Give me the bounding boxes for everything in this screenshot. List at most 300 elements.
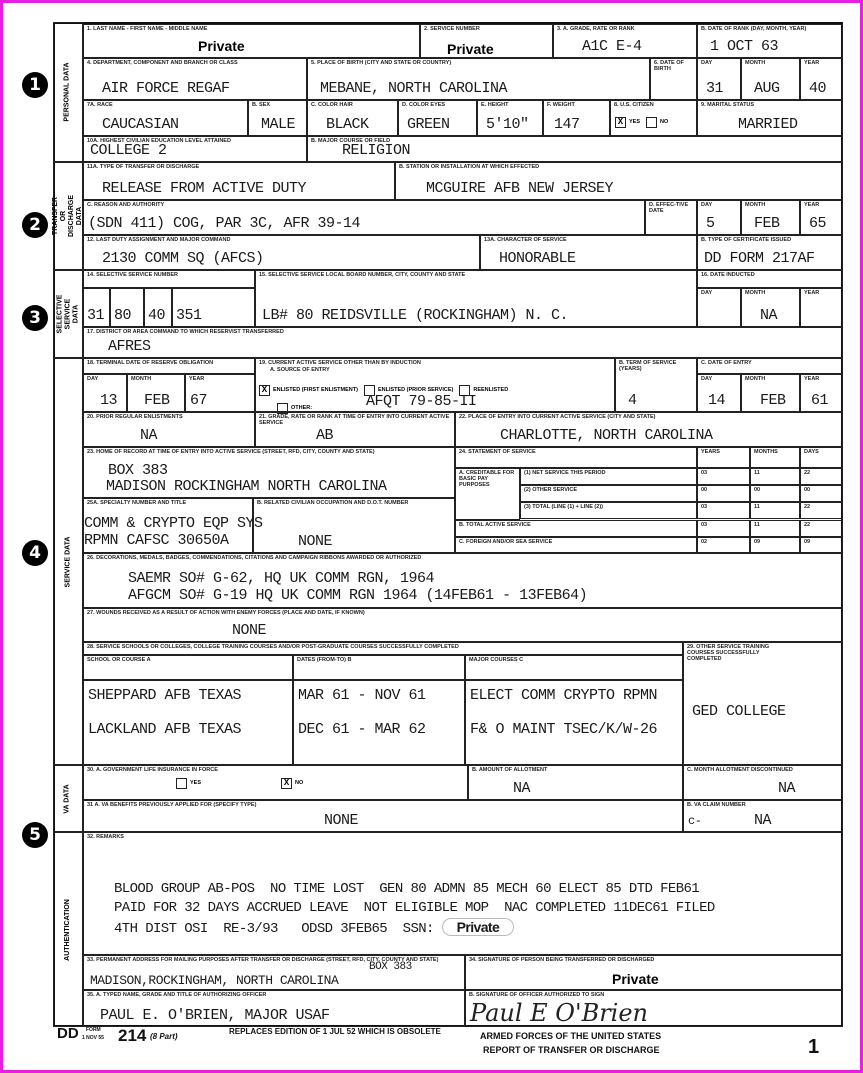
marker-1: 1 xyxy=(22,72,48,98)
hair-color-field-label: C. COLOR HAIR xyxy=(311,102,353,108)
creditable-group-field-label: A. CREDITABLE FOR BASIC PAY PURPOSES xyxy=(459,470,515,488)
option-label: OTHER: xyxy=(291,405,313,412)
last-duty-field-value: 2130 COMM SQ (AFCS) xyxy=(102,250,264,267)
weight-field xyxy=(543,100,610,136)
footer-title: REPORT OF TRANSFER OR DISCHARGE xyxy=(483,1045,660,1055)
statement-value-label: 22 xyxy=(804,504,811,510)
date-of-birth-field-label: 6. DATE OF BIRTH xyxy=(654,60,684,72)
department-field xyxy=(83,58,307,100)
prior-enlistments-field xyxy=(83,412,255,447)
remarks-field-label: 32. REMARKS xyxy=(87,834,124,840)
prior-enlistments-field-label: 20. PRIOR REGULAR ENLISTMENTS xyxy=(87,414,183,420)
footer-replaces: REPLACES EDITION OF 1 JUL 52 WHICH IS OBSOLETE xyxy=(229,1027,441,1036)
effective-date-year-label: YEAR xyxy=(804,202,820,208)
specialty-line1: COMM & CRYPTO EQP SYS xyxy=(84,515,263,532)
va-claim-field-label: B. VA CLAIM NUMBER xyxy=(687,802,746,808)
transfer-type-field xyxy=(83,162,395,200)
terminal-date-month-value: FEB xyxy=(144,392,170,409)
grade-field-value: A1C E-4 xyxy=(582,38,642,55)
service-number-field-label: 2. SERVICE NUMBER xyxy=(424,26,480,32)
wounds-field xyxy=(83,608,843,642)
grade-field xyxy=(553,24,697,58)
statement-value xyxy=(697,537,750,553)
effective-date-year xyxy=(800,200,843,235)
statement-value-label: 00 xyxy=(804,487,811,493)
statement-value xyxy=(750,468,800,485)
address-line1: BOX 383 xyxy=(369,961,412,973)
date-of-birth-day-value: 31 xyxy=(706,80,724,97)
insurance-yes-checkbox[interactable] xyxy=(176,778,187,789)
statement-of-service-header xyxy=(455,447,697,468)
statement-column-header-label: YEARS xyxy=(701,449,720,455)
section-va-data xyxy=(53,765,83,832)
statement-value xyxy=(697,468,750,485)
statement-row-label xyxy=(520,502,697,519)
date-of-birth-year-label: YEAR xyxy=(804,60,820,66)
statement-row-label-label: (2) OTHER SERVICE xyxy=(524,487,578,493)
redacted-name: Private xyxy=(198,38,245,54)
ss-number-part-value: 80 xyxy=(114,307,132,324)
remarks-line: PAID FOR 32 DAYS ACCRUED LEAVE NOT ELIGIBLE MOP NAC COMPLETED 11DEC61 FILED xyxy=(114,900,715,916)
statement-row-label-label: (3) TOTAL (LINE (1) + LINE (2)) xyxy=(524,504,603,510)
allotment-discontinued-field xyxy=(683,765,843,800)
officer-signature: Paul E O'Brien xyxy=(470,999,649,1027)
statement-column-header-label: MONTHS xyxy=(754,449,778,455)
va-claim-field xyxy=(683,800,843,832)
date-inducted-year xyxy=(800,288,843,327)
section-label: TRANSFER OR DISCHARGE DATA xyxy=(52,194,84,238)
date-of-birth-day-label: DAY xyxy=(701,60,713,66)
statement-value-label: 03 xyxy=(701,522,708,528)
source-of-entry-field-label: 19. CURRENT ACTIVE SERVICE OTHER THAN BY INDUCTION xyxy=(259,360,421,366)
effective-date-day xyxy=(697,200,741,235)
term-of-service-field-value: 4 xyxy=(628,392,637,409)
statement-value-label: 03 xyxy=(701,470,708,476)
major-field xyxy=(307,136,843,162)
school-entry: LACKLAND AFB TEXAS xyxy=(88,721,242,738)
date-inducted-field-label: 16. DATE INDUCTED xyxy=(701,272,755,278)
citizen-no-checkbox[interactable] xyxy=(646,117,657,128)
statement-value-label: 11 xyxy=(754,470,760,476)
certificate-type-field-label: B. TYPE OF CERTIFICATE ISSUED xyxy=(701,237,792,243)
decorations-line1: SAEMR SO# G-62, HQ UK COMM RGN, 1964 xyxy=(128,570,435,587)
service-schools-field-label: 28. SERVICE SCHOOLS OR COLLEGES, COLLEGE TRAINING COURSES AND/OR POST-GRADUATE COURSES SUCCESSFULLY COMPLETED xyxy=(87,644,459,650)
district-field-label: 17. DISTRICT OR AREA COMMAND TO WHICH RESERVIST TRANSFERRED xyxy=(87,329,284,335)
date-of-entry-month-value: FEB xyxy=(760,392,786,409)
terminal-date-month-label: MONTH xyxy=(131,376,152,382)
school-entry: DEC 61 - MAR 62 xyxy=(298,721,426,738)
school-entry: MAR 61 - NOV 61 xyxy=(298,687,426,704)
date-of-entry-day-value: 14 xyxy=(708,392,726,409)
reason-authority-field-value: (SDN 411) COG, PAR 3C, AFR 39-14 xyxy=(88,215,361,232)
ss-number-part-value: 351 xyxy=(176,307,202,324)
authorizing-officer-field-label: 35. A. TYPED NAME, GRADE AND TITLE OF AUTHORIZING OFFICER xyxy=(87,992,267,998)
section-label: SERVICE DATA xyxy=(64,536,72,587)
yes-label: YES xyxy=(190,780,202,787)
statement-value xyxy=(800,502,843,519)
section-label: PERSONAL DATA xyxy=(64,62,71,122)
schools-column-header-label: MAJOR COURSES C xyxy=(469,657,524,663)
wounds-field-value: NONE xyxy=(232,622,267,639)
allotment-amount-field xyxy=(468,765,683,800)
statement-value xyxy=(750,485,800,502)
statement-value-label: 02 xyxy=(701,539,708,545)
prior-enlistments-field-value: NA xyxy=(140,427,158,444)
height-field xyxy=(477,100,543,136)
last-name-field-label: 1. LAST NAME - FIRST NAME - MIDDLE NAME xyxy=(87,26,208,32)
character-of-service-field-label: 13A. CHARACTER OF SERVICE xyxy=(484,237,567,243)
terminal-date-day-label: DAY xyxy=(87,376,99,382)
ss-number-part xyxy=(110,288,144,327)
redacted-service-number: Private xyxy=(447,41,494,57)
statement-value xyxy=(800,520,843,537)
statement-row-label xyxy=(520,485,697,502)
grade-at-entry-field-value: AB xyxy=(316,427,334,444)
statement-value xyxy=(750,502,800,519)
date-inducted-month-value: NA xyxy=(760,307,778,324)
eye-color-field-label: D. COLOR EYES xyxy=(402,102,446,108)
other-training-field-label: 29. OTHER SERVICE TRAINING COURSES SUCCESSFULLY COMPLETED xyxy=(687,644,770,662)
date-inducted-day xyxy=(697,288,741,327)
schools-column xyxy=(293,680,465,765)
statement-row-label-label: (1) NET SERVICE THIS PERIOD xyxy=(524,470,606,476)
marital-status-field-value: MARRIED xyxy=(738,116,798,133)
character-of-service-field xyxy=(480,235,697,270)
date-of-birth-month-label: MONTH xyxy=(745,60,766,66)
date-of-entry-field-label: C. DATE OF ENTRY xyxy=(701,360,752,366)
race-field-label: 7A. RACE xyxy=(87,102,113,108)
footer-dd: DD xyxy=(57,1025,79,1042)
yes-label: YES xyxy=(629,119,641,126)
statement-value-label: 22 xyxy=(804,522,811,528)
transfer-type-field-label: 11A. TYPE OF TRANSFER OR DISCHARGE xyxy=(87,164,200,170)
footer-page: 1 xyxy=(808,1036,820,1058)
reason-authority-field xyxy=(83,200,645,235)
terminal-date-field-label: 18. TERMINAL DATE OF RESERVE OBLIGATION xyxy=(87,360,214,366)
insurance-no-checkbox[interactable]: X xyxy=(281,778,292,789)
date-of-rank-field-value: 1 OCT 63 xyxy=(710,38,779,55)
terminal-date-field xyxy=(83,358,255,374)
statement-value xyxy=(697,520,750,537)
term-of-service-field xyxy=(615,358,697,412)
statement-row-label-label: C. FOREIGN AND/OR SEA SERVICE xyxy=(459,539,553,545)
date-of-entry-field xyxy=(697,358,843,374)
date-of-entry-year xyxy=(800,374,843,412)
education-field-value: COLLEGE 2 xyxy=(90,142,167,159)
date-inducted-month xyxy=(741,288,800,327)
certificate-type-field xyxy=(697,235,843,270)
terminal-date-day xyxy=(83,374,127,412)
weight-field-label: F. WEIGHT xyxy=(547,102,575,108)
station-field-label: B. STATION OR INSTALLATION AT WHICH EFFECTED xyxy=(399,164,540,170)
specialty-field xyxy=(83,498,263,553)
character-of-service-field-value: HONORABLE xyxy=(499,250,576,267)
footer-form-label: FORM xyxy=(86,1027,101,1033)
officer-signature-field-label: B. SIGNATURE OF OFFICER AUTHORIZED TO SIGN xyxy=(469,992,605,998)
va-benefits-field-value: NONE xyxy=(324,812,359,829)
source-of-entry-sublabel: A. SOURCE OF ENTRY xyxy=(270,367,330,373)
date-of-rank-field-label: B. DATE OF RANK (DAY, MONTH, YEAR) xyxy=(701,26,807,32)
effective-date-year-value: 65 xyxy=(809,215,827,232)
section-service-data xyxy=(53,358,83,765)
remarks-line: 4TH DIST OSI RE-3/93 ODSD 3FEB65 SSN: xyxy=(114,921,434,937)
va-benefits-field xyxy=(83,800,683,832)
section-label: AUTHENTICATION xyxy=(64,898,72,961)
us-citizen-field-label: 8. U.S. CITIZEN xyxy=(614,102,654,108)
schools-column-header-label: DATES (FROM-TO) B xyxy=(297,657,352,663)
option-label: ENLISTED (PRIOR SERVICE) xyxy=(377,387,454,394)
schools-column xyxy=(83,680,293,765)
statement-column-header-label: DAYS xyxy=(804,449,819,455)
place-of-birth-field-value: MEBANE, NORTH CAROLINA xyxy=(320,80,508,97)
school-entry: F& O MAINT TSEC/K/W-26 xyxy=(470,721,658,738)
eye-color-field xyxy=(398,100,477,136)
weight-field-value: 147 xyxy=(554,116,580,133)
decorations-field-label: 26. DECORATIONS, MEDALS, BADGES, COMMENDATIONS, CITATIONS AND CAMPAIGN RIBBONS AWARDED OR AUTHORIZED xyxy=(87,555,422,561)
hair-color-field xyxy=(307,100,398,136)
sex-field-label: B. SEX xyxy=(252,102,271,108)
date-of-entry-month xyxy=(741,374,800,412)
life-insurance-field-label: 30. A. GOVERNMENT LIFE INSURANCE IN FORCE xyxy=(87,767,218,773)
statement-value xyxy=(800,537,843,553)
place-of-entry-field xyxy=(455,412,843,447)
marker-5: 5 xyxy=(22,822,48,848)
statement-value-label: 00 xyxy=(701,487,708,493)
marital-status-field-label: 9. MARITAL STATUS xyxy=(701,102,755,108)
terminal-date-day-value: 13 xyxy=(100,392,118,409)
creditable-group-field xyxy=(455,468,520,520)
sex-field xyxy=(248,100,307,136)
date-of-birth-year-value: 40 xyxy=(809,80,827,97)
home-line1: BOX 383 xyxy=(108,462,168,479)
transfer-type-field-value: RELEASE FROM ACTIVE DUTY xyxy=(102,180,307,197)
other-training-field xyxy=(683,642,843,765)
other-training-field-value: GED COLLEGE xyxy=(692,703,786,720)
service-schools-field xyxy=(83,642,683,655)
place-of-birth-field-label: 5. PLACE OF BIRTH (CITY AND STATE OR COUNTRY) xyxy=(311,60,452,66)
section-label: SELECTIVE SERVICE DATA xyxy=(56,294,79,334)
home-of-record-field xyxy=(83,447,455,498)
height-field-value: 5'10" xyxy=(486,116,529,133)
no-label: NO xyxy=(295,780,304,787)
selective-service-number-field xyxy=(83,270,255,288)
enlisted-first-checkbox[interactable]: X xyxy=(259,385,270,396)
home-of-record-field-label: 23. HOME OF RECORD AT TIME OF ENTRY INTO ACTIVE SERVICE (STREET, RFD, CITY, COUNTY AND STATE) xyxy=(87,449,375,455)
last-name-field xyxy=(83,24,420,58)
department-field-value: AIR FORCE REGAF xyxy=(102,80,230,97)
statement-value-label: 09 xyxy=(804,539,811,545)
major-field-label: B. MAJOR COURSE OR FIELD xyxy=(311,138,391,144)
statement-row-label xyxy=(455,537,697,553)
date-of-entry-year-value: 61 xyxy=(811,392,829,409)
statement-column-header xyxy=(750,447,800,468)
statement-value xyxy=(697,502,750,519)
last-duty-field-label: 12. LAST DUTY ASSIGNMENT AND MAJOR COMMAND xyxy=(87,237,231,243)
terminal-date-year-label: YEAR xyxy=(189,376,205,382)
statement-row-label-label: B. TOTAL ACTIVE SERVICE xyxy=(459,522,531,528)
effective-date-month-label: MONTH xyxy=(745,202,766,208)
date-of-birth-month xyxy=(741,58,800,100)
station-field xyxy=(395,162,843,200)
civilian-occupation-field-value: NONE xyxy=(298,533,333,550)
member-signature-field-label: 34. SIGNATURE OF PERSON BEING TRANSFERRED OR DISCHARGED xyxy=(469,957,655,963)
va-claim-field-value: NA xyxy=(754,812,772,829)
section-personal-data xyxy=(53,22,83,162)
height-field-label: E. HEIGHT xyxy=(481,102,509,108)
date-of-birth-month-value: AUG xyxy=(754,80,780,97)
local-board-field-value: LB# 80 REIDSVILLE (ROCKINGHAM) N. C. xyxy=(262,307,569,324)
statement-value-label: 03 xyxy=(701,504,708,510)
statement-value xyxy=(800,485,843,502)
statement-value xyxy=(697,485,750,502)
terminal-date-year-value: 67 xyxy=(190,392,208,409)
effective-date-field xyxy=(645,200,697,235)
schools-column-header xyxy=(465,655,683,680)
citizen-yes-checkbox[interactable]: X xyxy=(615,117,626,128)
department-field-label: 4. DEPARTMENT, COMPONENT AND BRANCH OR CLASS xyxy=(87,60,238,66)
specialty-field-label: 25A. SPECIALTY NUMBER AND TITLE xyxy=(87,500,187,506)
section-label: VA DATA xyxy=(64,783,72,814)
last-duty-field xyxy=(83,235,480,270)
date-of-entry-day-label: DAY xyxy=(701,376,713,382)
date-inducted-field xyxy=(697,270,843,288)
local-board-field xyxy=(255,270,697,327)
allotment-amount-field-value: NA xyxy=(513,780,531,797)
effective-date-month xyxy=(741,200,800,235)
date-of-entry-day xyxy=(697,374,741,412)
marital-status-field xyxy=(697,100,843,136)
statement-value-label: 09 xyxy=(754,539,761,545)
authorizing-officer-field xyxy=(83,990,465,1027)
district-field-value: AFRES xyxy=(108,338,151,355)
statement-value-label: 22 xyxy=(804,470,811,476)
statement-of-service-header-label: 24. STATEMENT OF SERVICE xyxy=(459,449,536,455)
ss-number-part xyxy=(83,288,110,327)
effective-date-day-label: DAY xyxy=(701,202,713,208)
statement-value-label: 00 xyxy=(754,487,761,493)
date-inducted-month-label: MONTH xyxy=(745,290,766,296)
remarks-text xyxy=(114,880,715,939)
race-field-value: CAUCASIAN xyxy=(102,116,179,133)
specialty-line2: RPMN CAFSC 30650A xyxy=(84,532,229,549)
statement-row-label xyxy=(520,468,697,485)
effective-date-day-value: 5 xyxy=(706,215,715,232)
section-transfer-data xyxy=(53,162,83,270)
place-of-entry-field-label: 22. PLACE OF ENTRY INTO CURRENT ACTIVE SERVICE (CITY AND STATE) xyxy=(459,414,656,420)
reason-authority-field-label: C. REASON AND AUTHORITY xyxy=(87,202,165,208)
section-authentication xyxy=(53,832,83,1027)
footer-form-number: 214 xyxy=(118,1026,147,1045)
schools-column xyxy=(465,680,683,765)
place-of-birth-field xyxy=(307,58,650,100)
marker-3: 3 xyxy=(22,305,48,331)
footer-edition: 1 NOV 55 xyxy=(82,1035,104,1041)
section-selective-service xyxy=(53,270,83,358)
major-field-value: RELIGION xyxy=(342,142,411,159)
allotment-discontinued-field-label: C. MONTH ALLOTMENT DISCONTINUED xyxy=(687,767,793,773)
date-of-entry-year-label: YEAR xyxy=(804,376,820,382)
eye-color-field-value: GREEN xyxy=(407,116,450,133)
date-inducted-year-label: YEAR xyxy=(804,290,820,296)
local-board-field-label: 15. SELECTIVE SERVICE LOCAL BOARD NUMBER, CITY, COUNTY AND STATE xyxy=(259,272,466,278)
place-of-entry-field-value: CHARLOTTE, NORTH CAROLINA xyxy=(500,427,713,444)
statement-row-label xyxy=(455,520,697,537)
date-of-birth-year xyxy=(800,58,843,100)
effective-date-month-value: FEB xyxy=(754,215,780,232)
no-label: NO xyxy=(660,119,669,126)
terminal-date-month xyxy=(127,374,185,412)
term-of-service-field-label: B. TERM OF SERVICE (YEARS) xyxy=(619,360,677,372)
decorations-line2: AFGCM SO# G-19 HQ UK COMM RGN 1964 (14FEB61 - 13FEB64) xyxy=(128,587,588,604)
us-citizen-field xyxy=(610,100,697,136)
certificate-type-field-value: DD FORM 217AF xyxy=(704,250,815,267)
date-of-birth-day xyxy=(697,58,741,100)
date-of-entry-month-label: MONTH xyxy=(745,376,766,382)
authorizing-officer-field-value: PAUL E. O'BRIEN, MAJOR USAF xyxy=(100,1007,330,1024)
ss-number-part xyxy=(172,288,255,327)
marker-2: 2 xyxy=(22,212,48,238)
date-of-birth-field xyxy=(650,58,697,100)
remarks-line: BLOOD GROUP AB-POS NO TIME LOST GEN 80 ADMN 85 MECH 60 ELECT 85 DTD FEB61 xyxy=(114,881,700,897)
hair-color-field-value: BLACK xyxy=(326,116,369,133)
schools-column-header-label: SCHOOL OR COURSE A xyxy=(87,657,151,663)
grade-at-entry-field-label: 21. GRADE, RATE OR RANK AT TIME OF ENTRY INTO CURRENT ACTIVE SERVICE xyxy=(259,414,450,426)
sex-field-value: MALE xyxy=(261,116,296,133)
source-of-entry-field xyxy=(255,358,615,412)
ss-number-part-value: 40 xyxy=(148,307,166,324)
allotment-amount-field-label: B. AMOUNT OF ALLOTMENT xyxy=(472,767,548,773)
other-entry-value: AFQT 79-85-II xyxy=(366,393,477,410)
address-line2: MADISON,ROCKINGHAM, NORTH CAROLINA xyxy=(90,973,339,988)
home-line2: MADISON ROCKINGHAM NORTH CAROLINA xyxy=(106,478,387,495)
station-field-value: MCGUIRE AFB NEW JERSEY xyxy=(426,180,614,197)
statement-column-header xyxy=(800,447,843,468)
mailing-address-field-label: 33. PERMANENT ADDRESS FOR MAILING PURPOSES AFTER TRANSFER OR DISCHARGE (STREET, RFD, CITY, COUNTY AND STATE) xyxy=(87,957,439,963)
civilian-occupation-field-label: B. RELATED CIVILIAN OCCUPATION AND D.O.T. NUMBER xyxy=(257,500,409,506)
date-of-rank-field xyxy=(697,24,843,58)
statement-column-header xyxy=(697,447,750,468)
va-benefits-field-label: 31 A. VA BENEFITS PREVIOUSLY APPLIED FOR (SPECIFY TYPE) xyxy=(87,802,257,808)
va-claim-prefix: c- xyxy=(688,814,702,828)
mailing-address-field xyxy=(83,955,465,990)
district-field xyxy=(83,327,843,358)
ss-number-part-value: 31 xyxy=(87,307,105,324)
schools-column-header xyxy=(83,655,293,680)
footer-parts: (8 Part) xyxy=(150,1032,178,1041)
statement-value xyxy=(750,537,800,553)
effective-date-field-label: D. EFFEC-TIVE DATE xyxy=(649,202,689,214)
grade-at-entry-field xyxy=(255,412,455,447)
allotment-discontinued-field-value: NA xyxy=(778,780,796,797)
school-entry: SHEPPARD AFB TEXAS xyxy=(88,687,242,704)
statement-value xyxy=(800,468,843,485)
redacted-signature: Private xyxy=(612,971,659,987)
terminal-date-year xyxy=(185,374,255,412)
statement-value xyxy=(750,520,800,537)
education-field-label: 10A. HIGHEST CIVILIAN EDUCATION LEVEL ATTAINED xyxy=(87,138,231,144)
school-entry: ELECT COMM CRYPTO RPMN xyxy=(470,687,658,704)
life-insurance-field xyxy=(83,765,468,800)
grade-field-label: 3. A. GRADE, RATE OR RANK xyxy=(557,26,635,32)
date-inducted-day-label: DAY xyxy=(701,290,713,296)
education-field xyxy=(83,136,307,162)
statement-value-label: 11 xyxy=(754,522,760,528)
wounds-field-label: 27. WOUNDS RECEIVED AS A RESULT OF ACTION WITH ENEMY FORCES (PLACE AND DATE, IF KNOWN) xyxy=(87,610,365,616)
option-label: ENLISTED (FIRST ENLISTMENT) xyxy=(273,387,358,394)
ss-number-part xyxy=(144,288,172,327)
statement-value-label: 11 xyxy=(754,504,760,510)
redacted-ssn: Private xyxy=(442,918,515,936)
